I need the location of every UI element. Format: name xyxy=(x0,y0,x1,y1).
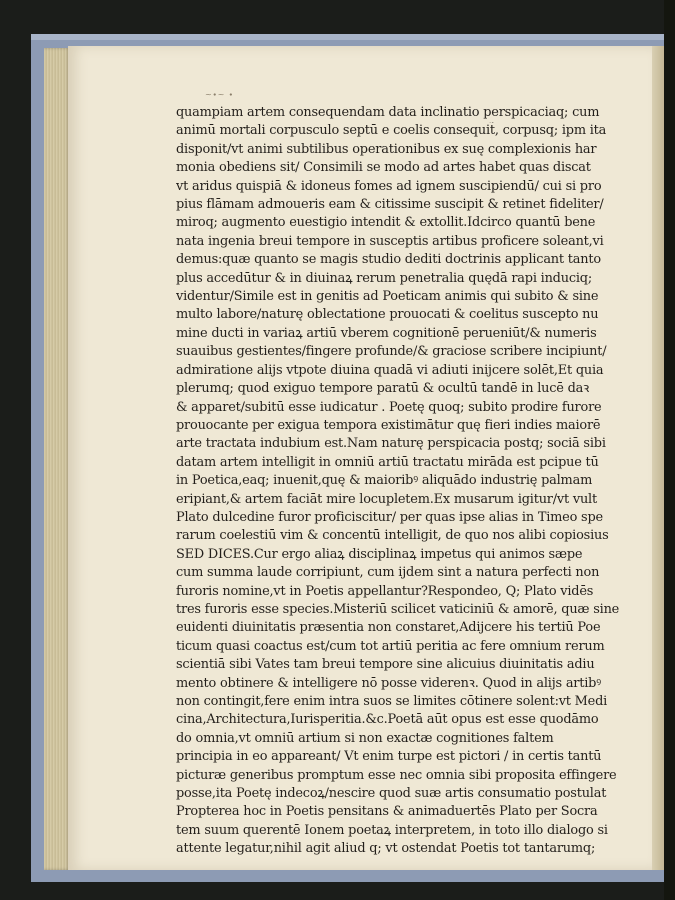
text-line: ticum quasi coactus est/cum tot artiū peritia ac fere omnium rerum xyxy=(176,638,605,654)
text-line: euidenti diuinitatis præsentia non constaret,Adijcere his tertiū Poe xyxy=(176,620,601,636)
text-line: animū mortali corpusculo septū e coelis consequit̃, corpusq; ipm ita xyxy=(176,123,607,139)
text-line: multo labore/naturę oblectatione prouocati & coelitus suscepto nu xyxy=(176,307,599,323)
body-text-block xyxy=(176,104,622,859)
text-line: posse,ita Poetę indecoꝝ/nescire quod suæ artis consumatio postulat xyxy=(176,786,607,802)
text-line: Propterea hoc in Poetis pensitans & animaduertēs Plato per Socra xyxy=(176,804,598,820)
text-line: arte tractata indubium est.Nam naturę perspicacia postq; sociā sibi xyxy=(176,436,606,452)
text-line: in Poetica,eaq; inuenit,quę & maioribꝰ aliquādo industrię palmam xyxy=(176,473,593,489)
text-line: scientiā sibi Vates tam breui tempore sine alicuius diuinitatis adiu xyxy=(176,657,595,673)
text-line: non contingit,fere enim intra suos se limites cōtinere solent:vt Medi xyxy=(176,694,608,709)
text-line: nata ingenia breui tempore in susceptis artibus proficere soleant,vi xyxy=(176,233,604,249)
text-line: vt aridus quispiā & idoneus fomes ad ignem suscipiendū/ cui si pro xyxy=(176,178,602,194)
board-top-edge xyxy=(31,34,675,40)
text-line: Plato dulcedine furor proficiscitur/ per quas ipse alias in Timeo spe xyxy=(176,509,603,525)
text-line: attente legatur,nihil agit aliud q; vt ostendat Poetis tot tantarumq; xyxy=(176,841,596,857)
text-line: & apparet/subitū esse iudicatur . Poetę quoq; subito prodire furore xyxy=(176,399,602,415)
text-line: quampiam artem consequendam data inclinatio perspicaciaq; cum xyxy=(176,105,600,120)
book-gutter-shadow xyxy=(664,0,675,900)
text-line: prouocante per exigua tempora existimātur quę fieri indies maiorē xyxy=(176,417,601,433)
text-line: plerumq; quod exiguo tempore paratū & ocultū tandē in lucē daꝛ xyxy=(176,381,590,397)
page-edges-stack xyxy=(44,48,70,870)
text-line: tem suum querentē Ionem poetaꝝ interpretem, in toto illo dialogo si xyxy=(176,822,608,838)
text-line: monia obediens sit/ Consimili se modo ad artes habet quas discat xyxy=(176,160,591,176)
text-line: disponit/vt animi subtilibus operationibus ex suę complexionis har xyxy=(176,141,597,157)
text-line: miroq; augmento euestigio intendit & extollit.Idcirco quantū bene xyxy=(176,215,596,231)
text-line: admiratione alijs vtpote diuina quadā vi adiuti inijcere solēt,Et quia xyxy=(176,362,604,378)
text-line: cum summa laude corripiunt, cum ijdem sint a natura perfecti non xyxy=(176,565,600,581)
text-line: rarum coelestiū vim & concentū intelligit, de quo nos alibi copiosius xyxy=(176,528,609,544)
text-line: mine ducti in variaꝝ artiū vberem cognitionē perueniūt/& numeris xyxy=(176,325,597,341)
text-line: plus accedūtur & in diuinaꝝ rerum penetralia quędā rapi induciq; xyxy=(176,270,592,286)
text-line: furoris nomine,vt in Poetis appellantur?Respondeo, Q; Plato vidēs xyxy=(176,583,594,599)
stain-mark: ~∙~ ∙ xyxy=(205,90,234,99)
text-line: SED DICES.Cur ergo aliaꝝ disciplinaꝝ impetus qui animos sæpe xyxy=(176,546,583,562)
text-line: mento obtinere & intelligere nō posse viderenꝛ. Quod in alijs artibꝰ xyxy=(176,675,601,691)
text-line: cina,Architectura,Iurisperitia.&c.Poetā aūt opus est esse quodāmo xyxy=(176,712,599,728)
text-line: picturæ generibus promptum esse nec omnia sibi proposita effingere xyxy=(176,767,617,783)
text-line: videntur/Simile est in genitis ad Poeticam animis qui subito & sine xyxy=(176,289,599,305)
text-line: principia in eo appareant/ Vt enim turpe est pictori / in certis tantū xyxy=(176,749,602,765)
text-line: datam artem intelligit in omniū artiū tractatu mirāda est pcipue tū xyxy=(176,454,599,470)
text-line: pius flāmam admoueris eam & citissime suscipit & retinet fideliter/ xyxy=(176,197,604,213)
text-line: demus:quæ quanto se magis studio dediti doctrinis applicant tanto xyxy=(176,252,601,268)
text-line: eripiant,& artem faciāt mire locupletem.Ex musarum igitur/vt vult xyxy=(176,491,597,507)
text-line: suauibus gestientes/fingere profunde/& graciose scribere incipiunt/ xyxy=(176,344,607,360)
text-line: do omnia,vt omniū artium si non exactæ cognitiones faltem xyxy=(176,730,554,746)
text-line: tres furoris esse species.Misteriū scilicet vaticiniū & amorē, quæ sine xyxy=(176,601,620,617)
